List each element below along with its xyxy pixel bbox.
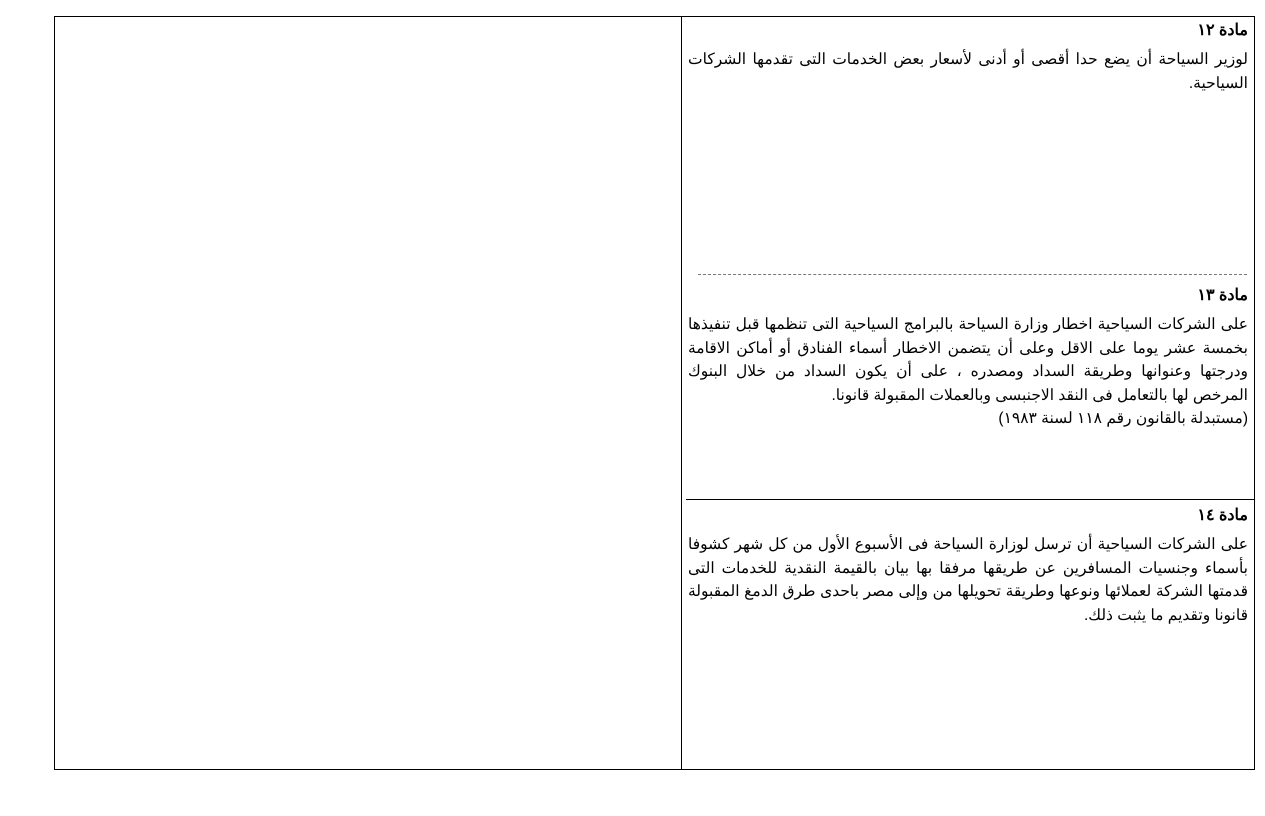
- article-14-body: على الشركات السياحية أن ترسل لوزارة السياحة فى الأسبوع الأول من كل شهر كشوفا بأسماء وجنسيات المسافرين عن طريقها مرفقا بها بيان بالقيمة النقدية للخدمات التى قدمتها الشركة لعملائها ونوعها وطريقة تحويلها من وإلى مصر باحدى طرق الدمغ المقبولة قانونا وتقديم ما يثبت ذلك.: [688, 536, 1248, 624]
- article-13-body: على الشركات السياحية اخطار وزارة السياحة بالبرامج السياحية التى تنظمها قبل تنفيذها بخمسة عشر يوما على الاقل وعلى أن يتضمن الاخطار أسماء الفنادق أو أماكن الاقامة ودرجتها وعنوانها وطريقة السداد ومصدره ، على أن يكون السداد من خلال البنوك المرخص لها بالتعامل فى النقد الاجنبسى وبالعملات المقبولة قانونا.: [688, 316, 1248, 404]
- article-12-title: مادة ١٢: [1197, 22, 1248, 39]
- article-12: [688, 20, 1248, 95]
- article-13-title: مادة ١٣: [1197, 287, 1248, 304]
- left-column-empty: [55, 17, 681, 769]
- right-column: [682, 17, 1254, 769]
- article-13: [688, 285, 1248, 431]
- article-14: [688, 505, 1248, 627]
- document-table: [54, 16, 1255, 770]
- article-14-title: مادة ١٤: [1197, 507, 1248, 524]
- dashed-separator: [698, 274, 1247, 275]
- article-12-body: لوزير السياحة أن يضع حدا أقصى أو أدنى لأسعار بعض الخدمات التى تقدمها الشركات السياحية.: [688, 51, 1248, 92]
- solid-separator: [686, 499, 1254, 500]
- article-13-amendment-note: (مستبدلة بالقانون رقم ١١٨ لسنة ١٩٨٣): [998, 410, 1248, 427]
